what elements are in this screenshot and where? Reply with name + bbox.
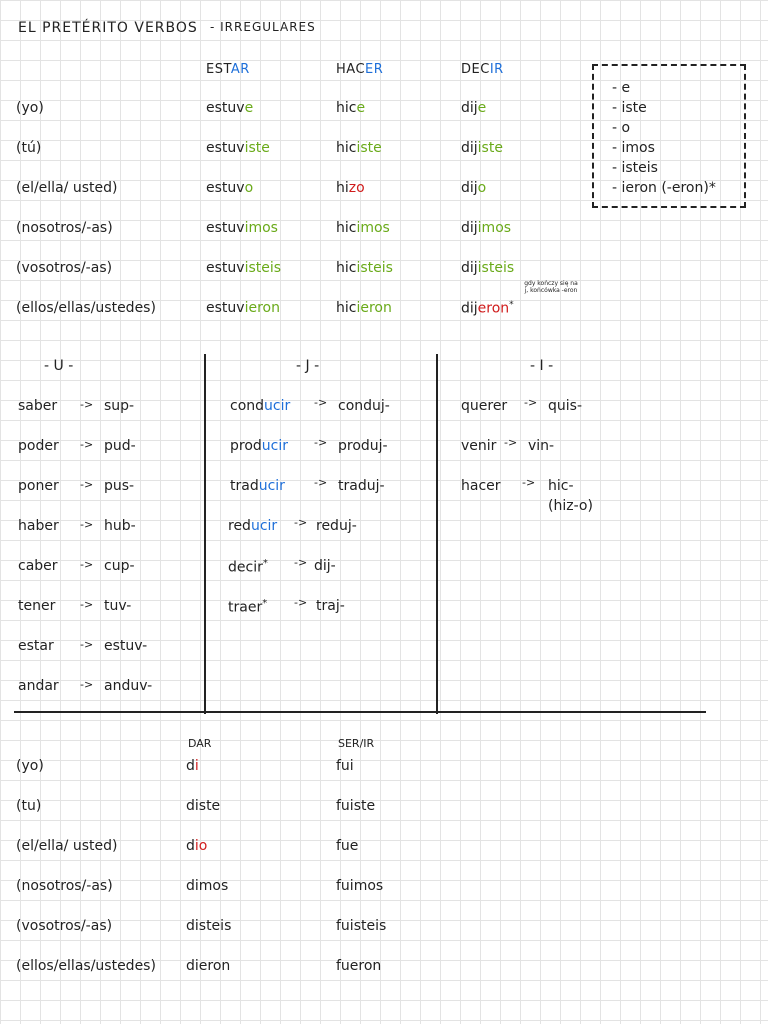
arrow: ->	[80, 558, 94, 571]
ser-tu: fuiste	[336, 798, 376, 814]
ds-pronoun-tu: (tu)	[16, 798, 42, 814]
estar-vosotros: estuvisteis	[206, 260, 282, 276]
arrow: ->	[294, 556, 308, 569]
header-ser-ir: SER/IR	[338, 737, 375, 750]
arrow: ->	[314, 436, 328, 449]
arrow: ->	[522, 476, 536, 489]
ser-nosotros: fuimos	[336, 878, 384, 894]
hacer-nosotros: hicimos	[336, 220, 390, 236]
divider-j-i	[436, 354, 438, 714]
j-verb-decir: decir*	[228, 558, 268, 576]
u-stem-estuv: estuv-	[104, 638, 148, 654]
dar-tu: diste	[186, 798, 221, 814]
decir-ellos: dijeron*	[461, 300, 514, 317]
dar-nosotros: dimos	[186, 878, 229, 894]
page-title: EL PRETÉRITO VERBOS	[18, 20, 198, 36]
ending-iste: - iste	[612, 100, 647, 116]
decir-yo: dije	[461, 100, 487, 116]
arrow: ->	[80, 678, 94, 691]
pronoun-ellos: (ellos/ellas/ustedes)	[16, 300, 156, 316]
ending-o: - o	[612, 120, 631, 136]
j-stem-conduj: conduj-	[338, 398, 390, 414]
i-verb-venir: venir	[461, 438, 497, 454]
ds-pronoun-ellos: (ellos/ellas/ustedes)	[16, 958, 156, 974]
u-stem-sup: sup-	[104, 398, 135, 414]
u-stem-tuv: tuv-	[104, 598, 132, 614]
estar-el: estuvo	[206, 180, 254, 196]
ser-ellos: fueron	[336, 958, 382, 974]
decir-el: dijo	[461, 180, 487, 196]
arrow: ->	[80, 598, 94, 611]
arrow: ->	[80, 438, 94, 451]
arrow: ->	[80, 398, 94, 411]
j-verb-traducir: traducir	[230, 478, 285, 494]
arrow: ->	[80, 638, 94, 651]
arrow: ->	[314, 396, 328, 409]
ds-pronoun-vosotros: (vosotros/-as)	[16, 918, 113, 934]
divider-horizontal	[14, 711, 706, 713]
group-i-header: - I -	[530, 358, 554, 374]
u-verb-estar: estar	[18, 638, 54, 654]
j-verb-producir: producir	[230, 438, 289, 454]
pronoun-vosotros: (vosotros/-as)	[16, 260, 113, 276]
j-verb-traer: traer*	[228, 598, 268, 616]
i-verb-hacer: hacer	[461, 478, 501, 494]
dar-vosotros: disteis	[186, 918, 232, 934]
dar-el: dio	[186, 838, 208, 854]
u-verb-poder: poder	[18, 438, 59, 454]
decir-vosotros: dijisteis	[461, 260, 515, 276]
u-verb-saber: saber	[18, 398, 58, 414]
header-dar: DAR	[188, 737, 212, 750]
estar-nosotros: estuvimos	[206, 220, 278, 236]
u-verb-haber: haber	[18, 518, 59, 534]
ser-vosotros: fuisteis	[336, 918, 387, 934]
j-verb-conducir: conducir	[230, 398, 291, 414]
pronoun-yo: (yo)	[16, 100, 44, 116]
page-subtitle: - IRREGULARES	[210, 20, 316, 34]
pronoun-tu: (tú)	[16, 140, 42, 156]
j-stem-traj: traj-	[316, 598, 345, 614]
i-verb-querer: querer	[461, 398, 508, 414]
ending-ieron: - ieron (-eron)*	[612, 180, 716, 196]
hacer-yo: hice	[336, 100, 366, 116]
group-j-header: - J -	[296, 358, 320, 374]
u-stem-anduv: anduv-	[104, 678, 153, 694]
arrow: ->	[294, 516, 308, 529]
i-stem-hiz: (hiz-o)	[548, 498, 593, 514]
u-stem-pus: pus-	[104, 478, 135, 494]
ser-yo: fui	[336, 758, 354, 774]
u-stem-cup: cup-	[104, 558, 135, 574]
arrow: ->	[504, 436, 518, 449]
arrow: ->	[80, 518, 94, 531]
arrow: ->	[524, 396, 538, 409]
decir-nosotros: dijimos	[461, 220, 512, 236]
ending-imos: - imos	[612, 140, 655, 156]
decir-tu: dijiste	[461, 140, 503, 156]
divider-u-j	[204, 354, 206, 714]
i-stem-hic: hic-	[548, 478, 574, 494]
u-verb-tener: tener	[18, 598, 56, 614]
u-verb-andar: andar	[18, 678, 59, 694]
eron-note: gdy kończy się na j, końcówka -eron	[524, 280, 578, 294]
estar-tu: estuviste	[206, 140, 270, 156]
j-stem-produj: produj-	[338, 438, 388, 454]
j-stem-traduj: traduj-	[338, 478, 385, 494]
u-verb-poner: poner	[18, 478, 59, 494]
group-u-header: - U -	[44, 358, 74, 374]
arrow: ->	[80, 478, 94, 491]
header-hacer: HACER	[336, 62, 384, 77]
dar-yo: di	[186, 758, 199, 774]
j-stem-dij: dij-	[314, 558, 336, 574]
i-stem-quis: quis-	[548, 398, 582, 414]
j-verb-reducir: reducir	[228, 518, 278, 534]
ds-pronoun-el: (el/ella/ usted)	[16, 838, 118, 854]
header-estar: ESTAR	[206, 62, 250, 77]
ending-e: - e	[612, 80, 631, 96]
hacer-tu: hiciste	[336, 140, 382, 156]
u-verb-caber: caber	[18, 558, 58, 574]
estar-yo: estuve	[206, 100, 254, 116]
j-stem-reduj: reduj-	[316, 518, 357, 534]
estar-ellos: estuvieron	[206, 300, 280, 316]
ds-pronoun-nosotros: (nosotros/-as)	[16, 878, 113, 894]
u-stem-pud: pud-	[104, 438, 136, 454]
pronoun-el: (el/ella/ usted)	[16, 180, 118, 196]
hacer-vosotros: hicisteis	[336, 260, 393, 276]
ds-pronoun-yo: (yo)	[16, 758, 44, 774]
u-stem-hub: hub-	[104, 518, 136, 534]
ser-el: fue	[336, 838, 359, 854]
arrow: ->	[294, 596, 308, 609]
pronoun-nosotros: (nosotros/-as)	[16, 220, 113, 236]
hacer-el: hizo	[336, 180, 365, 196]
hacer-ellos: hicieron	[336, 300, 392, 316]
header-decir: DECIR	[461, 62, 504, 77]
i-stem-vin: vin-	[528, 438, 555, 454]
dar-ellos: dieron	[186, 958, 231, 974]
arrow: ->	[314, 476, 328, 489]
ending-isteis: - isteis	[612, 160, 658, 176]
